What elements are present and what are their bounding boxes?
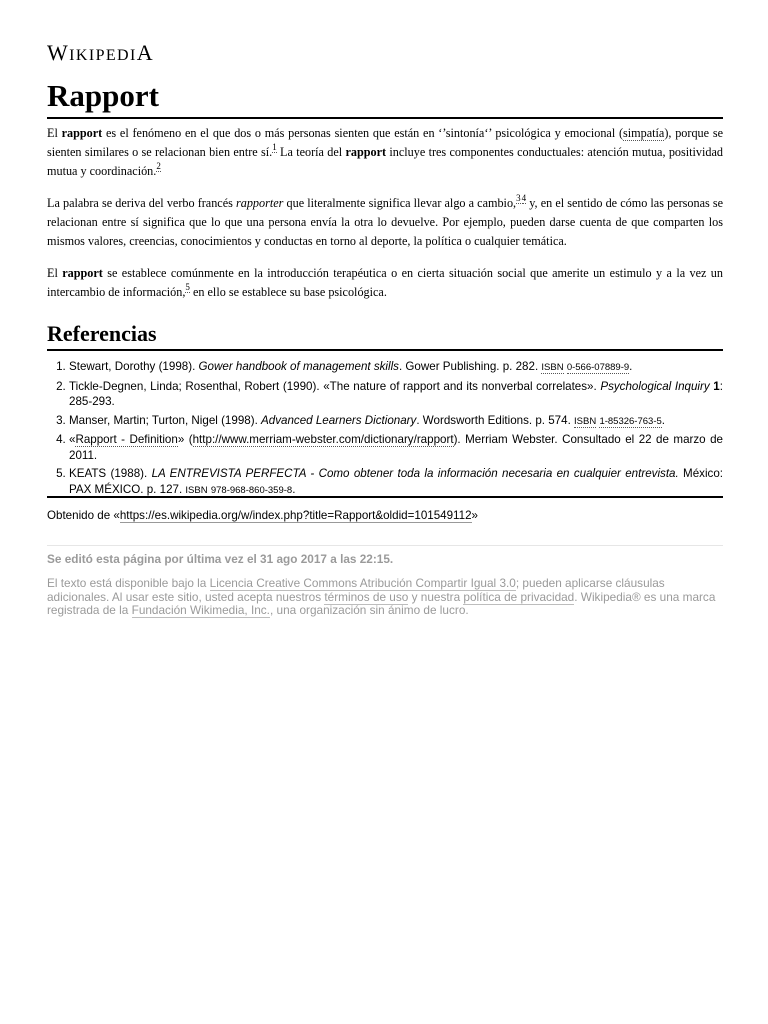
privacy-policy-link[interactable]: política de privacidad	[463, 589, 575, 604]
reference-item: 2. Tickle-Degnen, Linda; Rosenthal, Robert (1990). «The nature of rapport and its nonverbal correlates». Psychological Inquiry 1: 285-293.	[69, 379, 723, 410]
footnote-ref-5[interactable]: 5	[185, 282, 190, 292]
link-simpatia[interactable]: simpatía	[623, 126, 665, 140]
isbn-link[interactable]: ISBN	[574, 415, 597, 427]
references-divider	[47, 349, 723, 351]
reference-item: 1. Stewart, Dorothy (1998). Gower handbook of management skills. Gower Publishing. p. 282. ISBN 0-566-07889-9.	[69, 359, 723, 376]
paragraph-establishment: El rapport se establece comúnmente en la introducción terapéutica o en cierta situación social que amerite un estimulo y a la vez un intercambio de información,$^5$ en ello se establece su base psicológica.	[47, 266, 723, 299]
footer-divider	[47, 545, 723, 546]
references-list	[47, 359, 723, 501]
title-divider	[47, 117, 723, 119]
last-edited-notice: Se editó esta página por última vez el 31 ago 2017 a las 22:15.	[47, 552, 394, 566]
paragraph-intro: El rapport es el fenómeno en el que dos o más personas sienten que están en ‘’sintonía‘’ psicológica y emocional (simpatía), porque se sienten similares o se relacionan bien entre sí.$^1$ La teoría del rapport incluye tres componentes conductuales: atención mutua, positividad mutua y coordinación.$^2$	[47, 126, 723, 178]
reference-item: 5. KEATS (1988). LA ENTREVISTA PERFECTA - Como obtener toda la información necesaria en cualquier entrevista. México: PAX MÉXICO. p. 127. ISBN 978-968-860-359-8.	[69, 466, 723, 498]
reference-item: 4. «Rapport - Definition» (http://www.merriam-webster.com/dictionary/rapport). Merriam Webster. Consultado el 22 de marzo de 2011.	[69, 432, 723, 463]
isbn-number-link[interactable]: 978-968-860-359-8	[210, 484, 293, 496]
bold-term: rapport	[345, 145, 387, 159]
isbn-number-link[interactable]: 0-566-07889-9	[566, 362, 630, 373]
reference-link[interactable]: Rapport - Definition	[75, 433, 178, 446]
footnote-ref-3[interactable]: 3	[516, 193, 521, 203]
content-end-divider	[47, 496, 723, 498]
footnote-ref-1[interactable]: 1	[272, 142, 277, 152]
permanent-link[interactable]: https://es.wikipedia.org/w/index.php?title=Rapport&oldid=101549112	[119, 509, 472, 522]
isbn-link[interactable]: ISBN	[541, 362, 564, 373]
license-link[interactable]: Licencia Creative Commons Atribución Compartir Igual 3.0	[209, 576, 516, 590]
retrieved-from: Obtenido de «https://es.wikipedia.org/w/index.php?title=Rapport&oldid=101549112»	[47, 509, 478, 522]
wikipedia-wordmark[interactable]: WIKIPEDIA	[47, 40, 155, 65]
paragraph-etymology: La palabra se deriva del verbo francés rapporter que literalmente significa llevar algo a cambio,$^3$ $^4$ y, en el sentido de cómo las personas se relacionan entre sí significa que lo que una persona envía la otra lo devuelve. Por ejemplo, pueden darse cuenta de que comparten los mismos valores, creencias, conocimientos y conductas en torno al deporte, la política o cualquier temática.	[47, 193, 723, 248]
bold-term: rapport	[61, 126, 103, 140]
isbn-link[interactable]: ISBN	[185, 484, 208, 496]
license-notice: El texto está disponible bajo la Licencia Creative Commons Atribución Compartir Igual 3.0; pueden aplicarse cláusulas adicionales. Al usar este sitio, usted acepta nuestros términos de uso y nuestra política de privacidad. Wikipedia® es una marca registrada de la Fundación Wikimedia, Inc., una organización sin ánimo de lucro.	[47, 576, 716, 617]
terms-of-use-link[interactable]: términos de uso	[324, 589, 409, 604]
wikimedia-foundation-link[interactable]: Fundación Wikimedia, Inc.	[131, 603, 270, 617]
footnote-ref-2[interactable]: 2	[156, 161, 161, 171]
isbn-number-link[interactable]: 1-85326-763-5	[599, 415, 662, 427]
footnote-ref-4[interactable]: 4	[521, 193, 527, 203]
bold-term: rapport	[62, 266, 103, 280]
references-heading: Referencias	[47, 321, 157, 346]
reference-item: 3. Manser, Martin; Turton, Nigel (1998). Advanced Learners Dictionary. Wordsworth Editions. p. 574. ISBN 1-85326-763-5.	[69, 413, 723, 430]
italic-term: rapporter	[236, 196, 284, 210]
reference-url-link[interactable]: http://www.merriam-webster.com/dictionary/rapport	[192, 433, 454, 446]
page-title: Rapport	[47, 78, 159, 113]
